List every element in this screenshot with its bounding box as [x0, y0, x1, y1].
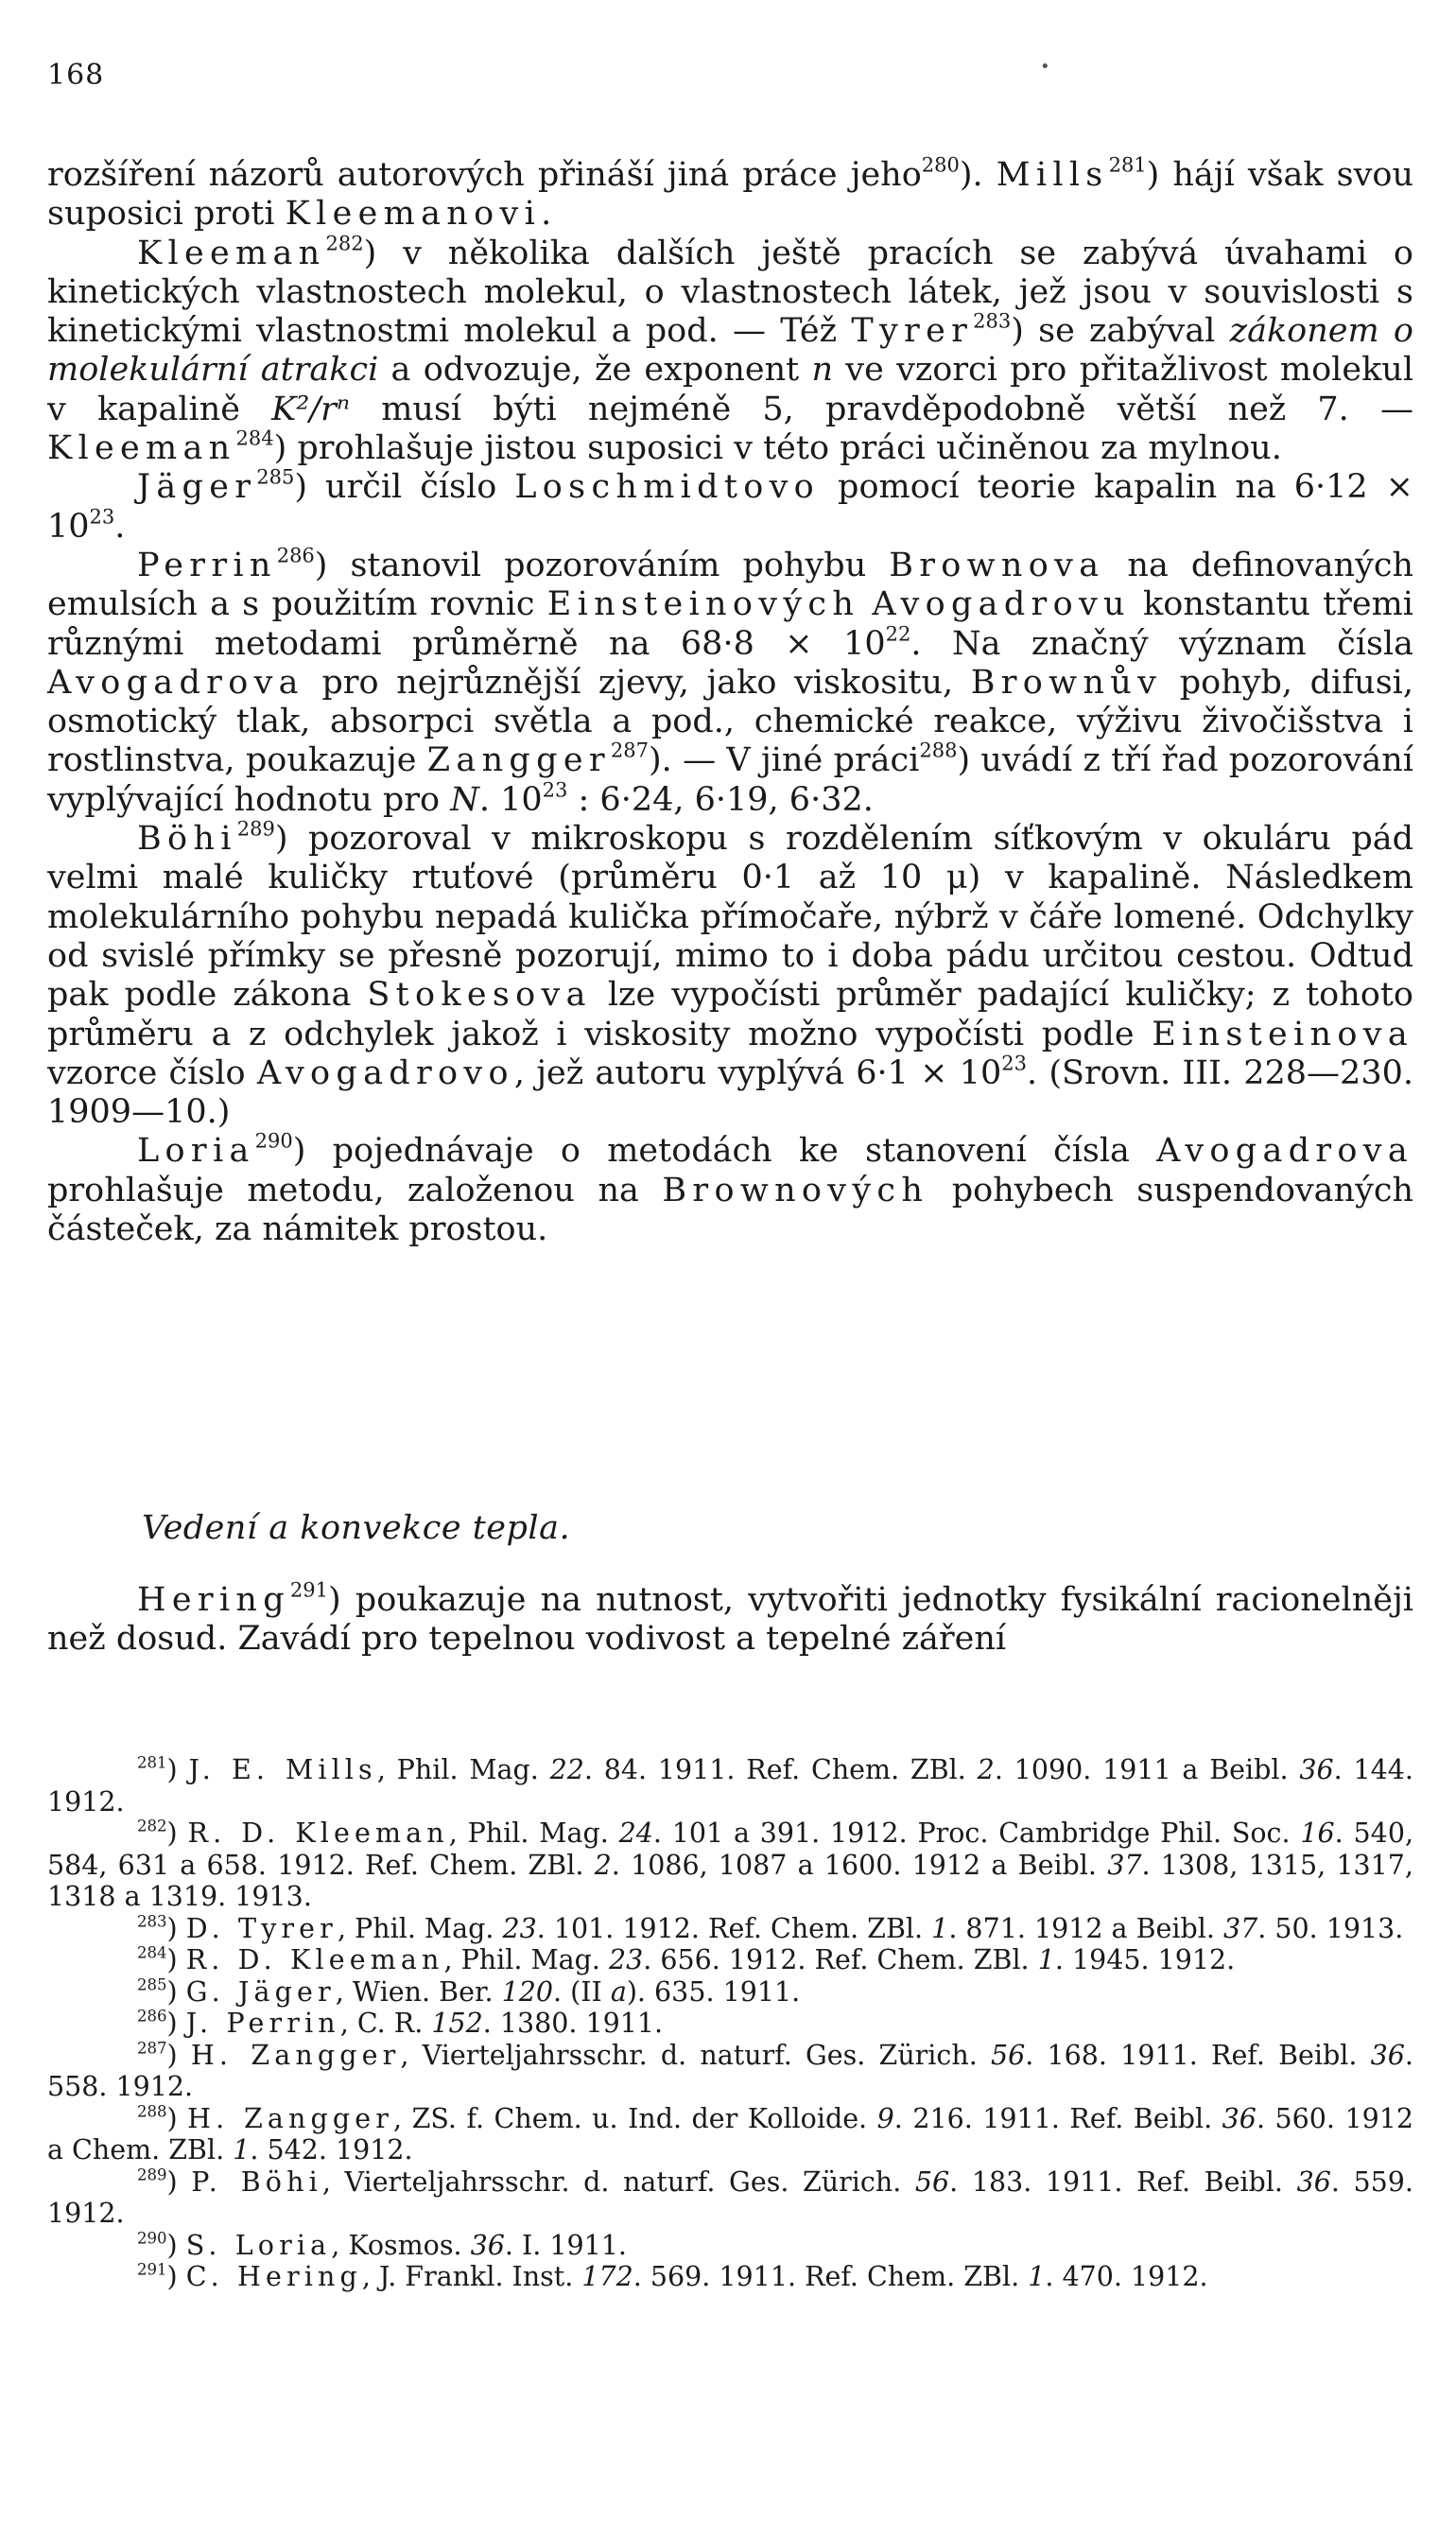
- text-run: musí býti nejméně 5, pravděpodobně větší než 7. —: [350, 390, 1413, 428]
- footnote-author: D. Tyrer: [185, 1912, 338, 1944]
- text-run: ) prohlašuje jistou suposici v této práci učiněnou za mylnou.: [273, 429, 1282, 468]
- text-run: . 101. 1912. Ref. Chem. ZBl.: [536, 1912, 932, 1944]
- volume: a: [610, 1975, 627, 2008]
- author-name: Zangger: [426, 741, 611, 780]
- text-run: , C. R.: [339, 2008, 432, 2039]
- author-name: Brownova: [889, 546, 1105, 584]
- text-run: ) se zabýval: [1011, 312, 1230, 351]
- volume: 56: [914, 2165, 950, 2198]
- text-run: ) pojednávaje o metodách ke stanovení čísla: [292, 1132, 1157, 1171]
- text-run: . 183. 1911. Ref. Beibl.: [949, 2165, 1297, 2198]
- footnote: $^{288}$) H. Zangger, ZS. f. Chem. u. Ind. der Kolloide. 9. 216. 1911. Ref. Beibl. 36. 560. 1912 a Chem. ZBl. 1. 542. 1912.: [47, 2101, 1413, 2165]
- volume: 120: [501, 1975, 553, 2008]
- text-run: . 559. 1912.: [47, 2165, 1413, 2229]
- footnotes: [47, 1754, 1413, 2293]
- text-run: pomocí teorie kapalin na 6·12 × 10: [47, 468, 1413, 546]
- footnote-ref: 287: [610, 739, 649, 762]
- paragraph-2: [47, 231, 1414, 469]
- volume: 36: [1370, 2039, 1405, 2071]
- volume: 22: [549, 1754, 584, 1785]
- volume: 2: [977, 1754, 995, 1785]
- volume: 172: [581, 2261, 633, 2292]
- text-run: , Phil. Mag.: [376, 1754, 550, 1785]
- volume: 36: [470, 2229, 505, 2261]
- author-name: Stokesova: [367, 976, 592, 1015]
- volume: 1: [1037, 1944, 1055, 1975]
- text-run: . (II: [552, 1975, 611, 2008]
- paragraph-7: [47, 1578, 1413, 1660]
- author-name: Kleeman: [47, 429, 236, 468]
- author-name: Avogadrova: [47, 663, 304, 702]
- text-run: [859, 585, 872, 623]
- footnote: $^{286}$) J. Perrin, C. R. 152. 1380. 1911.: [137, 2007, 664, 2039]
- text-run: . 10: [478, 780, 543, 819]
- footnote-ref: 289: [236, 817, 275, 841]
- text-run: . 216. 1911. Ref. Beibl.: [893, 2102, 1222, 2134]
- volume: 9: [876, 2102, 894, 2134]
- volume: 24: [618, 1818, 653, 1849]
- text-run: .: [541, 195, 552, 234]
- text-run: , Vierteljahrsschr. d. naturf. Ges. Zürich.: [400, 2039, 991, 2071]
- footnote-number: 282: [137, 1817, 167, 1835]
- volume: 37: [1223, 1912, 1258, 1944]
- text-run: . 1308, 1315, 1317, 1318 a 1319. 1913.: [47, 1849, 1413, 1912]
- volume: 23: [609, 1944, 644, 1975]
- math-symbol: n: [811, 351, 834, 390]
- page-number: 168: [47, 59, 105, 92]
- author-name: Loria: [137, 1132, 255, 1171]
- text-run: ). — V jiné práci: [648, 741, 920, 780]
- author-name: Jäger: [137, 468, 257, 507]
- footnote-number: 288: [137, 2101, 167, 2120]
- footnote: $^{281}$) J. E. Mills, Phil. Mag. 22. 84. 1911. Ref. Chem. ZBl. 2. 1090. 1911 a Beibl. 36. 144. 1912.: [47, 1753, 1413, 1818]
- section-heading: Vedení a konvekce tepla.: [142, 1509, 571, 1547]
- footnote-ref: 284: [235, 426, 274, 450]
- footnote-number: 285: [137, 1974, 167, 1993]
- text-run: ) určil číslo: [294, 468, 515, 507]
- footnote-ref: 288: [919, 739, 958, 762]
- author-name: Böhi: [137, 820, 237, 859]
- volume: 37: [1107, 1849, 1142, 1881]
- footnote-ref: 280: [921, 153, 960, 177]
- text-run: pohybech suspendovaných částeček, za námitek prostou.: [47, 1171, 1413, 1249]
- footnote-ref: 282: [325, 231, 364, 254]
- author-name: Hering: [137, 1581, 290, 1619]
- text-run: , Phil. Mag.: [443, 1944, 609, 1975]
- text-run: . 470. 1912.: [1045, 2261, 1208, 2292]
- volume: 1: [233, 2134, 251, 2165]
- text-run: rozšíření názorů autorových přináší jiná práce jeho: [47, 156, 922, 194]
- footnote-number: 287: [137, 2038, 167, 2057]
- text-run: konstantu třemi různými metodami průměrně na 68·8 × 10: [47, 585, 1413, 663]
- footnote-number: 290: [137, 2228, 167, 2247]
- text-run: , Phil. Mag.: [448, 1818, 619, 1849]
- text-run: . I. 1911.: [504, 2229, 627, 2261]
- footnote-number: 291: [137, 2260, 167, 2279]
- paragraph-5: [47, 817, 1413, 1132]
- author-name: Kleemanovi: [285, 195, 542, 234]
- text-run: ) uvádí z tří řad pozorování vyplývající hodnotu pro: [47, 741, 1413, 819]
- author-name: Tyrer: [851, 312, 974, 351]
- volume: 152: [431, 2008, 483, 2039]
- footnote-author: J. E. Mills: [188, 1754, 377, 1785]
- text-run: , Vierteljahrsschr. d. naturf. Ges. Zürich.: [321, 2165, 915, 2198]
- text-run: pohyb, difusi, osmotický tlak, absorpci světla a pod., chemické reakce, výživu živočišstva i rostlinstva, poukazuje: [47, 663, 1413, 780]
- footnote-number: 283: [137, 1911, 167, 1930]
- text-run: . 144. 1912.: [47, 1754, 1413, 1818]
- text-run: . 168. 1911. Ref. Beibl.: [1025, 2039, 1371, 2071]
- text-run: . 871. 1912 a Beibl.: [948, 1912, 1223, 1944]
- text-run: . 1086, 1087 a 1600. 1912 a Beibl.: [611, 1849, 1108, 1881]
- italic-phrase: zákonem o molekulární atrakci: [47, 312, 1413, 390]
- text-run: .: [114, 507, 126, 546]
- text-run: ) v několika dalších ještě pracích se zabývá úvahami o kinetických vlastnostech molekul, o vlastnostech látek, jež jsou v souvislosti s kinetickými vlastnostmi molekul a pod. — Též: [47, 234, 1413, 351]
- text-run: . 540, 584, 631 a 658. 1912. Ref. Chem. ZBl.: [47, 1818, 1414, 1881]
- text-run: ) stanovil pozorováním pohybu: [314, 546, 890, 584]
- volume: 23: [502, 1912, 537, 1944]
- author-name: Brownových: [662, 1171, 929, 1209]
- paragraph-3: [47, 465, 1413, 547]
- text-run: pro nejrůznější zjevy, jako viskositu,: [303, 663, 971, 702]
- text-run: . 84. 1911. Ref. Chem. ZBl.: [583, 1754, 978, 1785]
- volume: 56: [991, 2039, 1026, 2071]
- text-run: . 1945. 1912.: [1054, 1944, 1236, 1975]
- text-run: . 101 a 391. 1912. Proc. Cambridge Phil. Soc.: [652, 1818, 1301, 1849]
- author-name: Einsteinových: [546, 585, 860, 624]
- volume: 36: [1222, 2102, 1257, 2134]
- author-name: Brownův: [970, 663, 1163, 702]
- text-run: . 50. 1913.: [1257, 1912, 1404, 1944]
- text-run: ) poukazuje na nutnost, vytvořiti jednotky fysikální racionelněji než dosud. Zavádí pro tepelnou vodivost a tepelné záření: [47, 1581, 1413, 1659]
- footnote-author: H. Zangger: [190, 2039, 401, 2071]
- paragraph-1: [47, 153, 1414, 235]
- formula: K²/rⁿ: [271, 390, 351, 428]
- footnote-author: J. Perrin: [185, 2008, 340, 2039]
- text-run: . 558. 1912.: [47, 2039, 1413, 2102]
- footnote-ref: 285: [256, 465, 295, 489]
- main-text: [47, 153, 1414, 1249]
- volume: 1: [1028, 2261, 1046, 2292]
- text-run: . Na značný význam čísla: [910, 624, 1413, 663]
- footnote-author: H. Zangger: [187, 2102, 394, 2134]
- author-name: Avogadrovu: [872, 585, 1131, 624]
- footnote-author: R. D. Kleeman: [187, 1818, 449, 1849]
- text-run: . 1090. 1911 a Beibl.: [994, 1754, 1300, 1785]
- text-run: : 6·24, 6·19, 6·32.: [567, 780, 874, 819]
- text-run: . (Srovn. III. 228—230. 1909—10.): [47, 1053, 1413, 1132]
- page-mark: •: [1040, 57, 1050, 77]
- footnote-author: S. Loria: [185, 2229, 332, 2261]
- footnote-ref: 286: [276, 544, 315, 567]
- text-run: ) hájí však svou suposici proti: [47, 156, 1414, 234]
- footnote: $^{285}$) G. Jäger, Wien. Ber. 120. (II a). 635. 1911.: [137, 1974, 801, 2008]
- footnote: $^{284}$) R. D. Kleeman, Phil. Mag. 23. 656. 1912. Ref. Chem. ZBl. 1. 1945. 1912.: [137, 1943, 1236, 1975]
- exponent: 23: [1001, 1052, 1027, 1075]
- paragraph-4: [47, 544, 1413, 820]
- footnote: $^{282}$) R. D. Kleeman, Phil. Mag. 24. 101 a 391. 1912. Proc. Cambridge Phil. Soc. 16. 540, 584, 631 a 658. 1912. Ref. Chem. ZBl. 2. 1086, 1087 a 1600. 1912 a Beibl. 37. 1308, 1315, 1317, 1318 a 1319. 1913.: [47, 1817, 1414, 1912]
- text-run: a odvozuje, že exponent: [378, 351, 812, 390]
- text-run: vzorce číslo: [47, 1053, 257, 1092]
- text-run: . 656. 1912. Ref. Chem. ZBl.: [643, 1944, 1038, 1975]
- footnote-number: 286: [137, 2007, 167, 2026]
- text-run: . 542. 1912.: [250, 2134, 413, 2165]
- text-run: , J. Frankl. Inst.: [361, 2261, 582, 2292]
- volume: 36: [1299, 1754, 1334, 1785]
- volume: 2: [594, 1849, 612, 1881]
- text-run: . 1380. 1911.: [482, 2008, 664, 2039]
- text-run: , Phil. Mag.: [337, 1912, 503, 1944]
- footnote-ref: 291: [289, 1578, 329, 1602]
- text-run: lze vypočísti průměr padající kuličky; z tohoto průměru a z odchylek jakož i viskosity možno vypočísti podle: [47, 976, 1413, 1053]
- text-run: . 560. 1912 a Chem. ZBl.: [47, 2102, 1413, 2165]
- text-run: ).: [959, 156, 997, 194]
- text-run: , jež autoru vyplývá 6·1 × 10: [513, 1053, 1002, 1092]
- text-run: prohlašuje metodu, založenou na: [47, 1171, 663, 1209]
- text-run: ). 635. 1911.: [626, 1975, 801, 2008]
- footnote-author: R. D. Kleeman: [185, 1944, 444, 1975]
- footnote: $^{289}$) P. Böhi, Vierteljahrsschr. d. naturf. Ges. Zürich. 56. 183. 1911. Ref. Beibl. 36. 559. 1912.: [47, 2165, 1413, 2229]
- author-name: Avogadrovo: [256, 1053, 514, 1092]
- author-name: Loschmidtovo: [514, 468, 821, 507]
- volume: 1: [931, 1912, 949, 1944]
- volume: 36: [1296, 2165, 1331, 2198]
- footnote-number: 281: [137, 1753, 167, 1772]
- text-run: , Kosmos.: [331, 2229, 471, 2261]
- footnote: $^{291}$) C. Hering, J. Frankl. Inst. 172. 569. 1911. Ref. Chem. ZBl. 1. 470. 1912.: [137, 2260, 1208, 2292]
- text-run: , ZS. f. Chem. u. Ind. der Kolloide.: [393, 2102, 877, 2134]
- paragraph-6: [47, 1129, 1413, 1249]
- author-name: Kleeman: [137, 234, 326, 272]
- author-name: Mills: [996, 156, 1109, 194]
- text-run: ve vzorci pro přitažlivost molekul v kapalině: [47, 351, 1414, 428]
- exponent: 22: [885, 621, 911, 645]
- footnote-ref: 281: [1108, 153, 1147, 177]
- text-run: ) pozoroval v mikroskopu s rozdělením síťkovým v okuláru pád velmi malé kuličky rtuťové (průměru 0·1 až 10 μ) v kapalině. Následkem molekulárního pohybu nepadá kulička přímočaře, nýbrž v čáře lomené. Odchylky od svislé přímky se přesně pozorují, mimo to i doba pádu určitou cestou. Odtud pak podle zákona: [47, 820, 1413, 1015]
- text-run: , Wien. Ber.: [335, 1975, 502, 2008]
- footnote: $^{290}$) S. Loria, Kosmos. 36. I. 1911.: [137, 2228, 627, 2261]
- author-name: Avogadrova: [1156, 1132, 1413, 1171]
- footnote-ref: 290: [254, 1129, 293, 1153]
- math-symbol: N: [450, 780, 479, 819]
- footnote: $^{287}$) H. Zangger, Vierteljahrsschr. d. naturf. Ges. Zürich. 56. 168. 1911. Ref. Beibl. 36. 558. 1912.: [47, 2038, 1413, 2102]
- author-name: Perrin: [137, 546, 277, 584]
- footnote-author: C. Hering: [185, 2261, 362, 2292]
- footnote-number: 284: [137, 1943, 167, 1962]
- footnote-ref: 283: [973, 309, 1012, 333]
- text-run: . 569. 1911. Ref. Chem. ZBl.: [633, 2261, 1029, 2292]
- author-name: Einsteinova: [1152, 1015, 1413, 1053]
- footnote-number: 289: [137, 2165, 167, 2183]
- exponent: 23: [542, 778, 568, 802]
- section-text: [47, 1578, 1413, 1660]
- footnote: $^{283}$) D. Tyrer, Phil. Mag. 23. 101. 1912. Ref. Chem. ZBl. 1. 871. 1912 a Beibl. 37. 50. 1913.: [137, 1911, 1404, 1944]
- footnote-author: P. Böhi: [191, 2165, 322, 2198]
- text-run: na definovaných emulsích a s použitím rovnic: [47, 546, 1413, 624]
- footnote-author: G. Jäger: [185, 1975, 336, 2008]
- exponent: 23: [89, 504, 115, 528]
- volume: 16: [1300, 1818, 1335, 1849]
